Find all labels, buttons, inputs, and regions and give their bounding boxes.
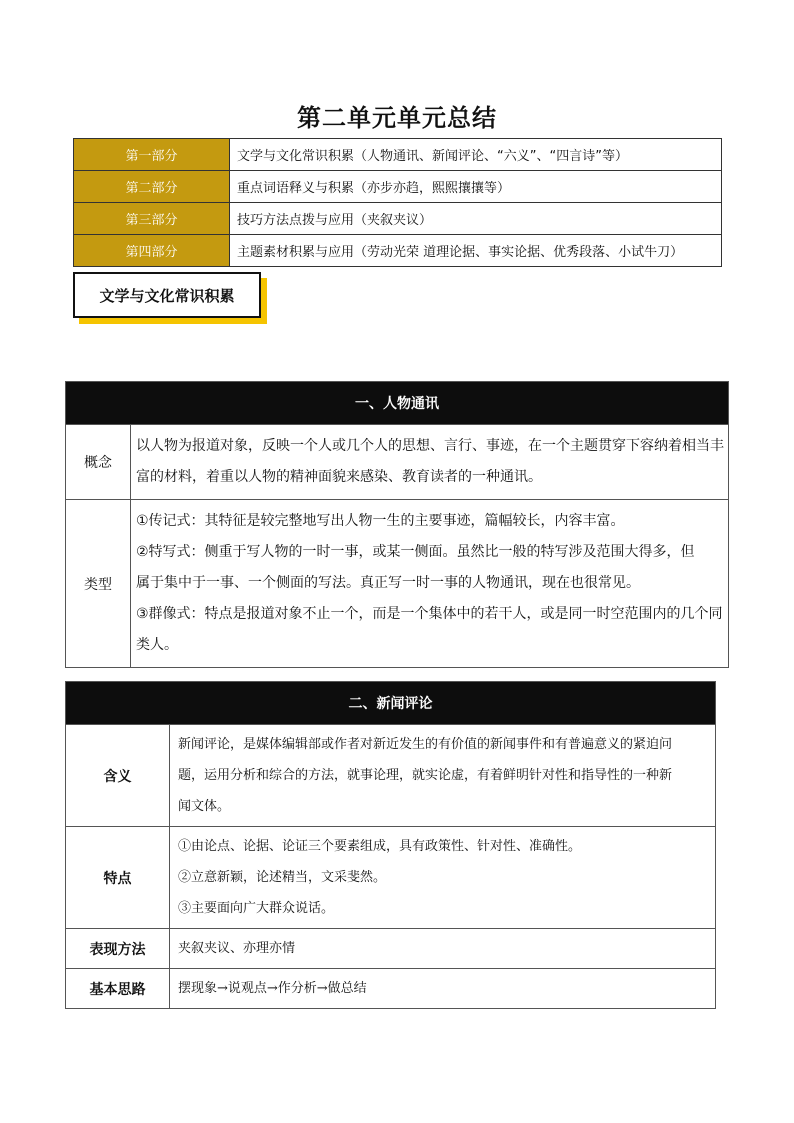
outline-content: 技巧方法点拨与应用（夹叙夹议） [230,203,722,235]
section-heading: 一、人物通讯 [66,382,729,425]
outline-row [74,203,722,235]
outline-label: 第四部分 [74,235,230,267]
outline-label: 第二部分 [74,171,230,203]
section-heading: 二、新闻评论 [66,682,716,725]
text-line: ③群像式：特点是报道对象不止一个，而是一个集体中的若干人，或是同一时空范围内的几个同 [136,606,723,622]
text-line: 类人。 [136,637,178,653]
text-line: 新闻评论，是媒体编辑部或作者对新近发生的有价值的新闻事件和有普遍意义的紧迫问 [178,737,673,752]
text-line: ②特写式：侧重于写人物的一时一事，或某一侧面。虽然比一般的特写涉及范围大得多，但 [136,544,695,560]
row-label: 含义 [66,725,170,827]
outline-label: 第三部分 [74,203,230,235]
outline-content: 文学与文化常识积累（人物通讯、新闻评论、“六义”、“四言诗”等） [230,139,722,171]
text-line: 以人物为报道对象，反映一个人或几个人的思想、言行、事迹，在一个主题贯穿下容纳着相当丰 [136,438,724,454]
outline-row [74,235,722,267]
row-label: 基本思路 [66,969,170,1009]
page-title: 第二单元单元总结 [297,103,497,132]
text-line: ②立意新颖，论述精当，文采斐然。 [178,870,387,885]
row-label: 类型 [66,500,131,668]
row-content [131,425,729,500]
row-label: 概念 [66,425,131,500]
table-row [66,827,716,929]
outline-label: 第一部分 [74,139,230,171]
outline-row [74,139,722,171]
table-row [66,969,716,1009]
text-line: 夹叙夹议、亦理亦情 [178,941,296,956]
table-row [66,500,729,668]
outline-row [74,171,722,203]
section-news-commentary [65,681,716,1009]
text-line: 闻文体。 [178,799,231,814]
text-line: ③主要面向广大群众说话。 [178,901,335,916]
outline-table [73,138,722,267]
text-line: 摆现象→说观点→作分析→做总结 [178,981,367,996]
row-content [170,827,716,929]
table-row [66,425,729,500]
text-line: 富的材料，着重以人物的精神面貌来感染、教育读者的一种通讯。 [136,469,542,485]
row-content [131,500,729,668]
outline-content: 主题素材积累与应用（劳动光荣 道理论据、事实论据、优秀段落、小试牛刀） [230,235,722,267]
row-label: 特点 [66,827,170,929]
section-badge: 文学与文化常识积累 [73,272,261,318]
row-content [170,969,716,1009]
text-line: 题，运用分析和综合的方法，就事论理，就实论虚，有着鲜明针对性和指导性的一种新 [178,768,673,783]
row-label: 表现方法 [66,929,170,969]
text-line: ①传记式：其特征是较完整地写出人物一生的主要事迹，篇幅较长，内容丰富。 [136,513,625,529]
outline-content: 重点词语释义与积累（亦步亦趋，熙熙攘攘等） [230,171,722,203]
table-row [66,725,716,827]
section-people-report [65,381,729,668]
text-line: ①由论点、论据、论证三个要素组成，具有政策性、针对性、准确性。 [178,839,582,854]
row-content [170,929,716,969]
row-content [170,725,716,827]
text-line: 属于集中于一事、一个侧面的写法。真正写一时一事的人物通讯，现在也很常见。 [136,575,640,591]
table-row [66,929,716,969]
